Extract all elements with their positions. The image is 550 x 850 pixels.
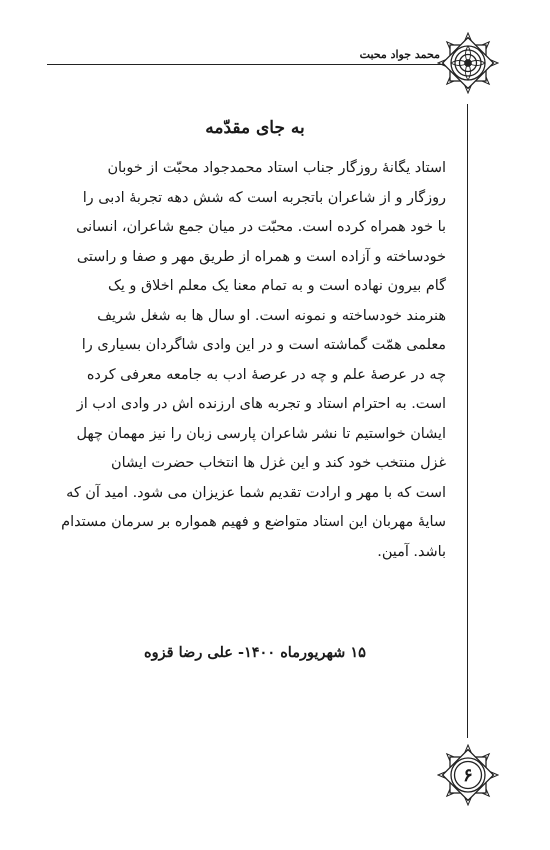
margin-rule [467, 104, 468, 738]
signature-date-line: ۱۵ شهریورماه ۱۴۰۰- علی رضا قزوه [144, 644, 366, 661]
section-heading: به جای مقدّمه [205, 118, 305, 138]
paragraph-line: روزگار و از شاعران باتجربه است که شش دهه تجربهٔ ادبی را [82, 189, 446, 206]
paragraph-line: معلمی همّت گماشته است و در این وادی شاگردان بسیاری را [81, 337, 446, 353]
rosette-ornament-icon [437, 32, 499, 94]
running-header-title: محمد جواد محبت [359, 48, 440, 61]
paragraph-line: باشد. آمین. [377, 543, 446, 560]
header-rule [47, 64, 445, 65]
body-paragraph [50, 154, 446, 567]
paragraph-line: با خود همراه کرده است. محبّت در میان جمع شاعران، انسانی [76, 219, 446, 235]
paragraph-line: سایهٔ مهربان این استاد متواضع و فهیم همواره بر سرمان مستدام [61, 514, 446, 530]
paragraph-line: خودساخته و آزاده است و همراه از طریق مهر و صفا و راستی [76, 248, 446, 265]
paragraph-line: غزل منتخب خود کند و این غزل ها انتخاب حضرت ایشان [111, 455, 446, 471]
paragraph-line: هنرمند خودساخته و نمونه است. او سال ها به شغل شریف [97, 307, 446, 324]
paragraph-line: استاد یگانهٔ روزگار جناب استاد محمدجواد محبّت از خوبان [107, 160, 446, 176]
paragraph-line: است. به احترام استاد و تجربه های ارزنده اش در وادی ادب از [76, 396, 446, 412]
paragraph-line: است که با مهر و ارادت تقدیم شما عزیزان می شود. امید آن که [66, 484, 446, 501]
page-number: ۶ [463, 764, 473, 786]
paragraph-line: گام بیرون نهاده است و به تمام معنا یک معلم اخلاق و یک [107, 278, 446, 294]
paragraph-line: چه در عرصهٔ علم و چه در عرصهٔ ادب به جامعه معرفی کرده [86, 366, 446, 383]
paragraph-line: ایشان خواستیم تا نشر شاعران پارسی زبان را نیز مهمان چهل [76, 425, 446, 442]
